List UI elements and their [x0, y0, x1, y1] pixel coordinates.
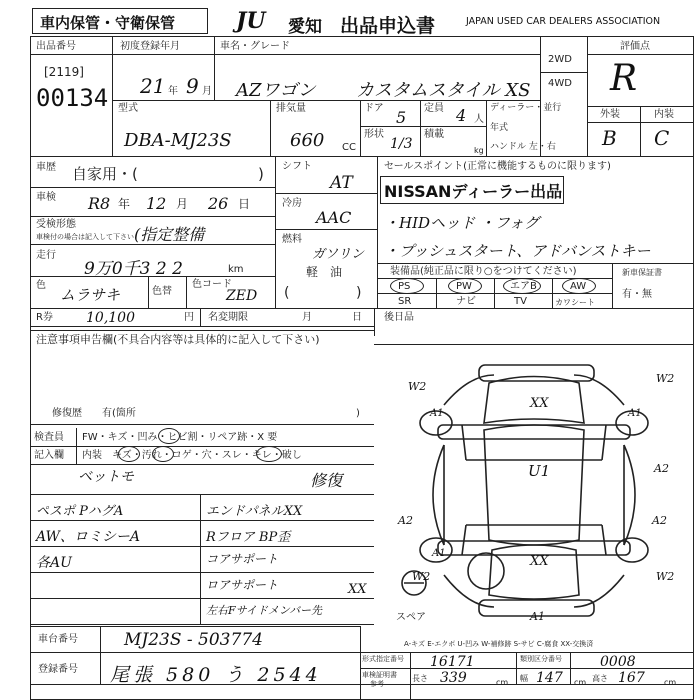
type-label: 型式	[118, 103, 138, 114]
eq-tv[interactable]: TV	[514, 296, 527, 307]
length-value: 339	[440, 670, 467, 686]
fuel-paren-l: (	[284, 285, 290, 301]
fuel-value: ガソリン	[312, 247, 365, 262]
model-code: DBA-MJ23S	[124, 130, 232, 151]
car-model: AZワゴン	[236, 80, 316, 101]
aftermarket-label: 後日品	[384, 312, 414, 323]
seats-value: 4	[456, 106, 467, 125]
org-name: 愛知	[288, 17, 322, 37]
mark-w2-fr: W2	[656, 372, 675, 385]
eq-aw-circle	[562, 278, 596, 294]
repair-close: )	[356, 408, 360, 419]
inspection-month: 12	[146, 194, 167, 213]
damage-6: コアサポート	[206, 552, 279, 566]
chassis-label: 車台番号	[38, 634, 78, 645]
mark-a1-front-right: A1	[628, 408, 642, 419]
mark-a2-right: A2	[654, 462, 669, 475]
eq-airbag-circle	[503, 278, 541, 294]
mileage-value: 9万0千3 2 2	[84, 259, 183, 279]
eq-seat[interactable]: カワシート	[555, 298, 595, 307]
inspection-year-unit: 年	[118, 197, 131, 211]
name-change-month: 月	[302, 312, 312, 323]
mark-circle-2	[118, 446, 140, 462]
plate-label: 登録番号	[38, 664, 78, 675]
ju-logo: JU	[236, 8, 266, 34]
shift-label: シフト	[282, 161, 312, 172]
color-label: 色	[36, 280, 46, 291]
doors-label: ドア	[364, 103, 384, 114]
damage-legend: A-キズ E-エクボ U-凹み W-補修跡 S-サビ C-腐食 XX-交換済	[404, 640, 594, 648]
capacity-label: 定員	[424, 103, 444, 114]
dealer-value: NISSANディーラー出品	[384, 182, 563, 201]
eq-ps-circle	[390, 278, 424, 294]
reg-month: 9	[186, 74, 199, 98]
inspector-label: 検査員	[34, 432, 64, 443]
name-change-label: 名変期限	[208, 312, 248, 323]
equip-head: 装備品(純正品に限り○をつけてください)	[390, 266, 577, 277]
yen-label: 円	[184, 312, 194, 323]
selling-head: セールスポイント(正常に機能するものに限ります)	[384, 161, 611, 172]
dealer-label-2: 年式	[490, 123, 509, 133]
history-label: 車歴	[36, 162, 56, 173]
mark-circle-3	[152, 446, 174, 462]
color-value: ムラサキ	[60, 286, 121, 304]
reg-month-unit: 月	[202, 86, 212, 97]
mark-w2-rl: W2	[412, 570, 431, 583]
height-cm: cm	[664, 678, 677, 687]
reg-year: 21	[140, 74, 166, 98]
drive-4wd: 4WD	[548, 78, 572, 89]
damage-8: 左右Fサイドメンバー先	[206, 604, 322, 617]
mark-a1-rear-left: A1	[432, 548, 446, 559]
repair-mark: 修復	[310, 471, 343, 490]
shape-label: 形状	[364, 129, 384, 140]
eq-aw[interactable]: AW	[570, 281, 587, 292]
recycle-label: R券	[36, 312, 53, 323]
damage-4: Rフロア BP歪	[206, 530, 291, 545]
exterior-value: B	[602, 126, 617, 150]
eq-airbag[interactable]: エアB	[510, 281, 537, 292]
interior-label: 内装	[654, 109, 674, 120]
mark-circle-4	[256, 446, 282, 462]
shift-value: AT	[330, 173, 353, 193]
score-value: R	[610, 58, 638, 99]
insp-form-note: 車検付の場合は記入して下さい	[36, 233, 134, 241]
eq-navi[interactable]: ナビ	[456, 296, 476, 307]
color-code-value: ZED	[226, 288, 258, 304]
storage-badge-text: 車内保管・守衛保管	[40, 14, 176, 32]
chassis-value: MJ23S - 503774	[124, 630, 263, 650]
history-value: 自家用・(	[72, 165, 138, 183]
eq-ps[interactable]: PS	[398, 281, 411, 292]
mark-u1-roof: U1	[528, 462, 551, 480]
warranty-option[interactable]: 有・無	[622, 289, 652, 300]
cc-value: 660	[290, 130, 325, 151]
displacement-label: 排気量	[276, 103, 306, 114]
width-cm: cm	[574, 678, 587, 687]
ac-label: 冷房	[282, 198, 302, 209]
insp-form-label: 受検形態	[36, 219, 76, 230]
designation-label: 形式指定番号	[362, 655, 404, 663]
plate-value: 尾張 580 う 2544	[110, 664, 322, 686]
assoc-name: JAPAN USED CAR DEALERS ASSOCIATION	[466, 16, 661, 27]
inspection-label: 車検	[36, 192, 56, 203]
doors-value: 5	[396, 108, 407, 127]
damage-2: エンドパネルXX	[206, 504, 303, 519]
name-change-day: 日	[352, 312, 362, 323]
car-grade: カスタムスタイル XS	[356, 80, 531, 101]
model-name-label: 車名・グレード	[220, 41, 290, 52]
inspection-day-unit: 日	[238, 197, 251, 211]
damage-7: ロアサポート	[206, 578, 279, 592]
interior-value: C	[654, 126, 670, 150]
mark-a1-front-left: A1	[430, 408, 444, 419]
damage-1: ペスポ PハグA	[36, 504, 124, 519]
mark-a2-right-2: A2	[652, 514, 667, 527]
damage-3: AW、ロミシーA	[36, 529, 141, 545]
damage-xx: XX	[348, 582, 367, 597]
inspection-era: R8	[88, 194, 111, 213]
lot-box-number: [2119]	[44, 65, 84, 79]
drive-2wd: 2WD	[548, 54, 572, 65]
mileage-label: 走行	[36, 250, 56, 261]
mark-circle-1	[158, 428, 180, 444]
category-label: 類別区分番号	[520, 655, 562, 663]
cc-label: CC	[342, 142, 356, 153]
color-code-lbl: 色替	[152, 286, 172, 297]
form-title: 出品申込書	[340, 15, 436, 37]
spare-label: スペア	[396, 612, 426, 623]
ref-label: 参考	[370, 680, 384, 688]
fuel-label: 燃料	[282, 234, 302, 245]
load-label: 積載	[424, 129, 444, 140]
eq-pw-circle	[448, 278, 482, 294]
record-label: 記入欄	[34, 450, 64, 461]
lot-label: 出品番号	[36, 41, 76, 52]
handle-label: ハンドル 左・右	[490, 142, 556, 152]
person-label: 人	[474, 114, 484, 125]
mark-a2-left: A2	[398, 514, 413, 527]
warranty-label: 新車保証書	[622, 268, 662, 277]
damage-5: 各AU	[36, 555, 72, 571]
dealer-label-1: ディーラー・並行	[490, 103, 562, 113]
inspection-day: 26	[208, 194, 229, 213]
mark-w2-fl: W2	[408, 380, 427, 393]
first-reg-label: 初度登録年月	[120, 41, 180, 52]
selling-point-1: ・HIDヘッド ・フォグ	[384, 214, 540, 232]
inspect-options-2: 内装 キズ・汚れ・コゲ・穴・スレ・キレ・破し	[82, 450, 302, 461]
inspect-options-1: FW・キズ・凹み・ヒビ割・リペア跡・X 要	[82, 432, 278, 443]
height-label: 高さ	[592, 674, 608, 683]
score-label: 評価点	[620, 41, 650, 52]
ac-value: AAC	[316, 208, 352, 227]
mark-a1-rear: A1	[530, 610, 545, 623]
exterior-label: 外装	[600, 109, 620, 120]
lot-number: 00134	[36, 84, 109, 112]
kg-label: kg	[474, 146, 484, 155]
height-value: 167	[618, 670, 645, 686]
designation-value: 16171	[430, 654, 475, 670]
width-label: 幅	[520, 674, 528, 683]
km-label: km	[228, 264, 244, 275]
recycle-value: 10,100	[86, 310, 135, 326]
repair-label: 修復歴 有(箇所	[52, 408, 136, 419]
width-value: 147	[536, 670, 563, 686]
insp-form-value: (指定整備	[134, 225, 205, 244]
reg-year-unit: 年	[168, 86, 178, 97]
selling-point-2: ・プッシュスタート、アドバンストキー	[384, 242, 651, 260]
color-code-label: 色コード	[192, 279, 232, 290]
fuel-paren-r: )	[356, 285, 362, 301]
category-value: 0008	[600, 654, 636, 670]
length-cm: cm	[496, 678, 509, 687]
mark-w2-rr: W2	[656, 570, 675, 583]
mark-xx-trunk: XX	[530, 554, 549, 569]
cert-label: 車検証明書	[362, 671, 397, 679]
eq-sr[interactable]: SR	[398, 296, 412, 307]
shape-value: 1/3	[390, 136, 413, 152]
diesel-label: 軽 油	[306, 265, 343, 279]
history-close: )	[258, 165, 264, 183]
length-label: 長さ	[412, 674, 428, 683]
notes-label: 注意事項申告欄(不具合内容等は具体的に記入して下さい)	[36, 333, 320, 346]
inspector-signature: ベットモ	[78, 469, 134, 485]
inspection-month-unit: 月	[176, 197, 189, 211]
eq-pw[interactable]: PW	[456, 281, 472, 292]
mark-xx-hood: XX	[530, 396, 549, 411]
